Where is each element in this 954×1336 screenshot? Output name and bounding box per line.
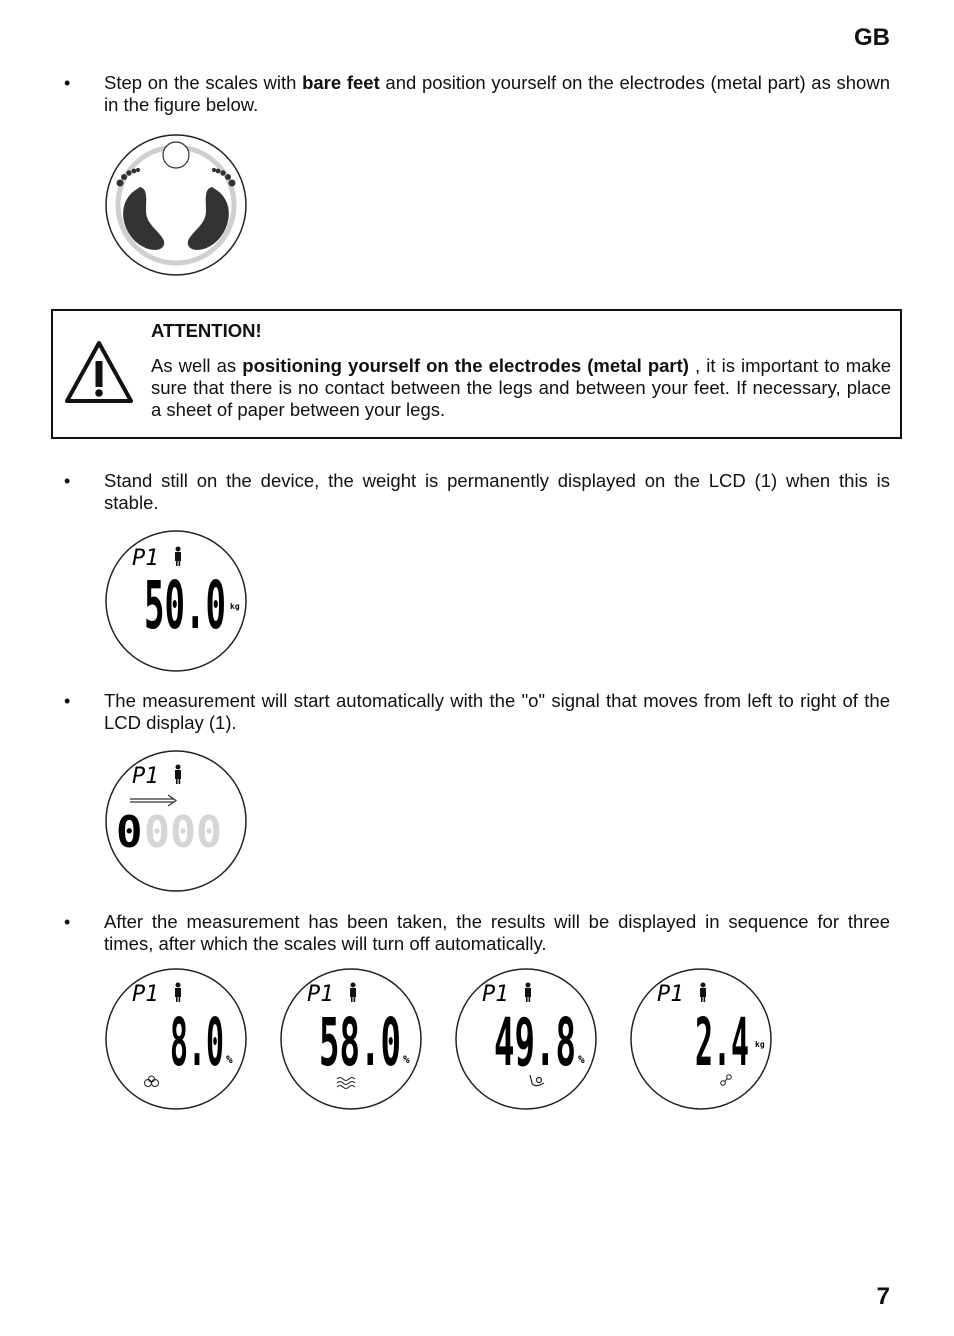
bullet-text-3: The measurement will start automatically with the "o" signal that moves from left to right of the LCD display (1). (104, 690, 890, 733)
lcd-progress-display (104, 749, 248, 893)
weight-value: 50.0 (144, 567, 226, 644)
progress-inactive-digits: 000 (144, 807, 222, 858)
language-code: GB (854, 24, 890, 51)
profile-label: P1 (657, 982, 684, 1007)
lcd-result-bone (629, 967, 773, 1111)
progress-active-digit: 0 (116, 807, 143, 858)
bullet-marker: • (64, 691, 71, 711)
lcd-weight-display (104, 529, 248, 673)
result-unit: % (226, 1053, 233, 1066)
weight-unit: kg (230, 602, 240, 611)
result-value: 8.0 (170, 1004, 224, 1081)
result-unit: kg (755, 1040, 765, 1049)
bullet-marker: • (64, 912, 71, 932)
result-value: 2.4 (695, 1004, 749, 1081)
profile-label: P1 (132, 546, 159, 571)
profile-label: P1 (482, 982, 509, 1007)
profile-label: P1 (132, 764, 159, 789)
bullet-text-1: Step on the scales with bare feet and position yourself on the electrodes (metal part) as shown in the figure below. (104, 72, 890, 115)
lcd-result-body-fat (104, 967, 248, 1111)
result-unit: % (578, 1053, 585, 1066)
bullet-marker: • (64, 471, 71, 491)
bullet-marker: • (64, 73, 71, 93)
attention-text: As well as positioning yourself on the electrodes (metal part) , it is important to make sure that there is no contact between the legs and between your feet. If necessary, place a sheet of paper between your legs. (151, 355, 891, 420)
attention-box (51, 309, 902, 439)
bullet-text-2: Stand still on the device, the weight is permanently displayed on the LCD (1) when this is stable. (104, 470, 890, 513)
result-value: 49.8 (494, 1004, 576, 1081)
page-number: 7 (876, 1283, 890, 1310)
lcd-result-muscle (454, 967, 598, 1111)
scale-feet-figure (104, 133, 248, 277)
attention-title: ATTENTION! (151, 320, 262, 341)
result-unit: % (403, 1053, 410, 1066)
warning-icon (63, 339, 135, 405)
lcd-result-water (279, 967, 423, 1111)
result-value: 58.0 (319, 1004, 401, 1081)
profile-label: P1 (307, 982, 334, 1007)
profile-label: P1 (132, 982, 159, 1007)
bullet-text-4: After the measurement has been taken, the results will be displayed in sequence for three times, after which the scales will turn off automatically. (104, 911, 890, 954)
